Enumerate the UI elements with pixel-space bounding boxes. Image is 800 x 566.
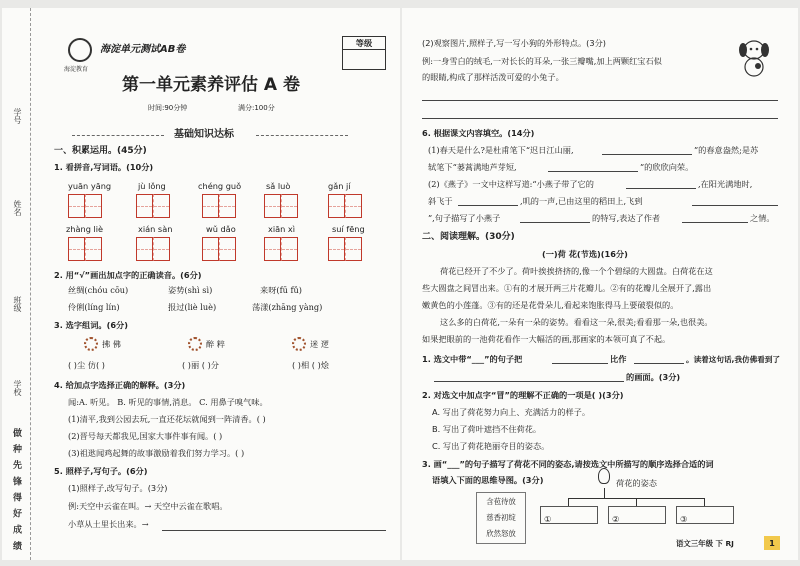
q5-example2-cont: 的眼睛,构成了那样活泼可爱的小兔子。 xyxy=(422,72,564,82)
dog-picture xyxy=(734,36,774,80)
passage-title: (一)荷 花(节选)(16分) xyxy=(542,249,628,259)
r3-text: 语填入下面的思维导图。(3分) xyxy=(432,475,544,485)
q6-text: ”,句子描写了小燕子 xyxy=(428,213,501,223)
section-header: 基础知识达标 xyxy=(174,129,234,140)
blank[interactable] xyxy=(548,171,638,172)
r1-text: 。读着这句话,我仿佛看到了 xyxy=(686,355,781,364)
q2-option[interactable]: 伶俐(líng lín) xyxy=(68,302,120,312)
grade-box xyxy=(342,36,386,70)
q3-chars: 拂 佛 xyxy=(102,339,121,349)
pinyin: wǔ dǎo xyxy=(206,224,236,234)
series-badge: 海淀单元测试AB卷 xyxy=(100,44,186,55)
q6-text: 之情。 xyxy=(750,213,775,223)
passage-line: 些大圆盘之间冒出来。①有的才展开两三片花瓣儿。②有的花瓣儿全展开了,露出 xyxy=(422,283,712,293)
pinyin: jù lǒng xyxy=(138,181,166,191)
passage-line: 如果把眼前的一池荷花看作一大幅活的画,那画家的本领可真了不起。 xyxy=(422,334,671,344)
blank[interactable] xyxy=(434,381,624,382)
q3-fill[interactable]: ( )相 ( )烩 xyxy=(292,360,329,370)
q2-option[interactable]: 荡漾(zhāng yàng) xyxy=(252,302,323,312)
q3-chars: 醉 粹 xyxy=(206,339,225,349)
r1-text: 的画面。(3分) xyxy=(626,372,681,382)
q6-text: (1)春天是什么?是杜甫笔下“迟日江山丽, xyxy=(428,145,574,155)
grade-label: 等级 xyxy=(343,37,385,50)
left-page xyxy=(2,8,400,560)
passage-line: 嫩黄色的小莲蓬。③有的还是花骨朵儿,看起来饱胀得马上要破裂似的。 xyxy=(422,300,679,310)
slot-number: ① xyxy=(544,514,552,524)
word-option: 慈香初绽 xyxy=(486,513,516,522)
mindmap-slot[interactable] xyxy=(608,506,666,524)
q6-text: ,叽的一声,已由这里的稻田上,飞到 xyxy=(520,196,643,206)
pinyin: xián sàn xyxy=(138,224,173,234)
pinyin: yuān yāng xyxy=(68,181,112,191)
char-grid[interactable] xyxy=(202,237,236,261)
slot-number: ③ xyxy=(680,514,688,524)
binding-line xyxy=(30,8,31,560)
mindmap-title: 荷花的姿态 xyxy=(616,478,657,488)
q4-item[interactable]: (1)清平,我到公园去玩,一直还花坛就闻到一阵清香。( ) xyxy=(68,414,266,424)
connector xyxy=(636,498,637,506)
r2-option[interactable]: C. 写出了荷花艳丽夺目的姿态。 xyxy=(432,441,550,451)
time-info: 时间:90分钟 xyxy=(148,104,188,112)
answer-line[interactable] xyxy=(162,530,386,531)
mindmap-slot[interactable] xyxy=(540,506,598,524)
q4-options: 闻:A. 听见。 B. 听见的事情,消息。 C. 用鼻子嗅气味。 xyxy=(68,397,268,407)
q6-text: ”的春意盎然;是苏 xyxy=(694,145,759,155)
char-grid[interactable] xyxy=(136,194,170,218)
q6-text: 斜飞于 xyxy=(428,196,453,206)
page-title: 第一单元素养评估 A 卷 xyxy=(122,75,300,95)
blank[interactable] xyxy=(458,205,518,206)
page-number: 1 xyxy=(764,536,780,550)
passage-line: 荷花已经开了不少了。荷叶挨挨挤挤的,像一个个碧绿的大圆盘。白荷花在这 xyxy=(440,266,713,276)
char-grid[interactable] xyxy=(136,237,170,261)
q6-text: 轼笔下“蒌蒿满地芦芽短, xyxy=(428,162,517,172)
word-bank xyxy=(476,492,526,544)
char-grid[interactable] xyxy=(328,194,362,218)
connector xyxy=(568,498,569,506)
pinyin: gǎn jí xyxy=(328,181,351,191)
blank[interactable] xyxy=(520,222,590,223)
q5-example: 例:天空中云雀在叫。→ 天空中云雀在歌唱。 xyxy=(68,501,228,511)
pinyin: xiān xì xyxy=(268,224,296,234)
r1-text: 比作 xyxy=(610,354,627,364)
char-grid[interactable] xyxy=(68,194,102,218)
q4-item[interactable]: (3)祖逖闻鸡起舞的故事激励着我们努力学习。( ) xyxy=(68,448,245,458)
q5-title: 5. 照样子,写句子。(6分) xyxy=(54,466,148,476)
char-grid[interactable] xyxy=(328,237,362,261)
right-page xyxy=(402,8,798,560)
r2-option[interactable]: B. 写出了荷叶遮挡不住荷花。 xyxy=(432,424,542,434)
logo-icon xyxy=(68,38,92,62)
word-option: 含苞待放 xyxy=(486,497,516,506)
flower-icon xyxy=(84,337,98,351)
q4-title: 4. 给加点字选择正确的解释。(3分) xyxy=(54,380,186,390)
q6-text: ,在阳光满地时, xyxy=(698,179,753,189)
q3-chars: 迷 逻 xyxy=(310,339,329,349)
side-slogan: 做 种 先 锋 得 好 成 绩 xyxy=(11,428,21,552)
side-label: 学号 xyxy=(13,108,22,124)
pinyin: suí fēng xyxy=(332,224,365,234)
q1-title: 1. 看拼音,写词语。(10分) xyxy=(54,162,154,172)
r2-option[interactable]: A. 写出了荷花努力向上、充满活力的样子。 xyxy=(432,407,591,417)
pinyin: zhàng liè xyxy=(66,224,104,234)
connector xyxy=(704,498,705,506)
blank[interactable] xyxy=(602,154,692,155)
connector xyxy=(604,488,605,498)
r2-text: 2. 对选文中加点字“冒”的理解不正确的一项是( )(3分) xyxy=(422,390,624,400)
q5-sub2: (2)观察图片,照样子,写一写小狗的外形特点。(3分) xyxy=(422,38,606,48)
flower-icon xyxy=(188,337,202,351)
lotus-icon xyxy=(598,468,610,484)
char-grid[interactable] xyxy=(264,194,298,218)
side-label: 学校 xyxy=(13,380,22,396)
char-grid[interactable] xyxy=(68,237,102,261)
q2-option[interactable]: 来呀(fū fǔ) xyxy=(260,285,302,295)
pinyin: chéng guǒ xyxy=(198,181,242,191)
q6-text: 的特写,表达了作者 xyxy=(592,213,661,223)
footer-label: 语文三年级 下 RJ xyxy=(676,539,734,548)
pinyin: sǎ luò xyxy=(266,181,291,191)
q3-fill[interactable]: ( )尘 仿( ) xyxy=(68,360,105,370)
word-option: 欣然怒放 xyxy=(486,529,516,538)
blank[interactable] xyxy=(552,363,608,364)
blank[interactable] xyxy=(682,222,748,223)
q3-title: 3. 选字组词。(6分) xyxy=(54,320,128,330)
part2-title: 二、阅读理解。(30分) xyxy=(422,232,515,242)
r3-text: 3. 画“___”的句子描写了荷花不同的姿态,请按选文中所描写的顺序选择合适的词 xyxy=(422,459,714,469)
q2-option[interactable]: 姿势(shì sì) xyxy=(168,285,213,295)
r1-text: 1. 选文中带“___”的句子把 xyxy=(422,354,523,364)
q6-text: ”的欣欣向荣。 xyxy=(640,162,694,172)
mindmap-slot[interactable] xyxy=(676,506,734,524)
side-label: 班级 xyxy=(13,296,22,312)
q2-option[interactable]: 报过(liè luè) xyxy=(168,302,217,312)
q5-sub: (1)照样子,改写句子。(3分) xyxy=(68,483,168,493)
logo-subtitle: 海淀教育 xyxy=(64,66,89,73)
answer-line[interactable] xyxy=(422,118,778,119)
q3-fill[interactable]: ( )丽 ( )分 xyxy=(182,360,219,370)
side-label: 姓名 xyxy=(13,200,22,216)
q5-example2: 例:一身雪白的绒毛,一对长长的耳朵,一张三瓣嘴,加上两颗红宝石似 xyxy=(422,56,662,66)
q6-title: 6. 根据课文内容填空。(14分) xyxy=(422,128,535,138)
q4-item[interactable]: (2)晋号每天都我见,国家大事件事有闻。( ) xyxy=(68,431,223,441)
q2-option[interactable]: 丝绸(chóu cōu) xyxy=(68,285,129,295)
blank[interactable] xyxy=(626,188,696,189)
char-grid[interactable] xyxy=(264,237,298,261)
q2-title: 2. 用“√”画出加点字的正确读音。(6分) xyxy=(54,270,202,280)
blank[interactable] xyxy=(634,363,684,364)
flower-icon xyxy=(292,337,306,351)
score-info: 满分:100分 xyxy=(238,104,275,112)
slot-number: ② xyxy=(612,514,620,524)
part1-title: 一、积累运用。(45分) xyxy=(54,146,147,156)
passage-line: 这么多的白荷花,一朵有一朵的姿势。看看这一朵,很美;看看那一朵,也很美。 xyxy=(440,317,713,327)
divider xyxy=(256,135,348,136)
answer-line[interactable] xyxy=(422,100,778,101)
char-grid[interactable] xyxy=(202,194,236,218)
q5-prompt: 小草从土里长出来。→ xyxy=(68,519,149,529)
blank[interactable] xyxy=(692,205,778,206)
divider xyxy=(72,135,164,136)
q6-text: (2)《燕子》一文中这样写道:“小燕子带了它的 xyxy=(428,179,594,189)
